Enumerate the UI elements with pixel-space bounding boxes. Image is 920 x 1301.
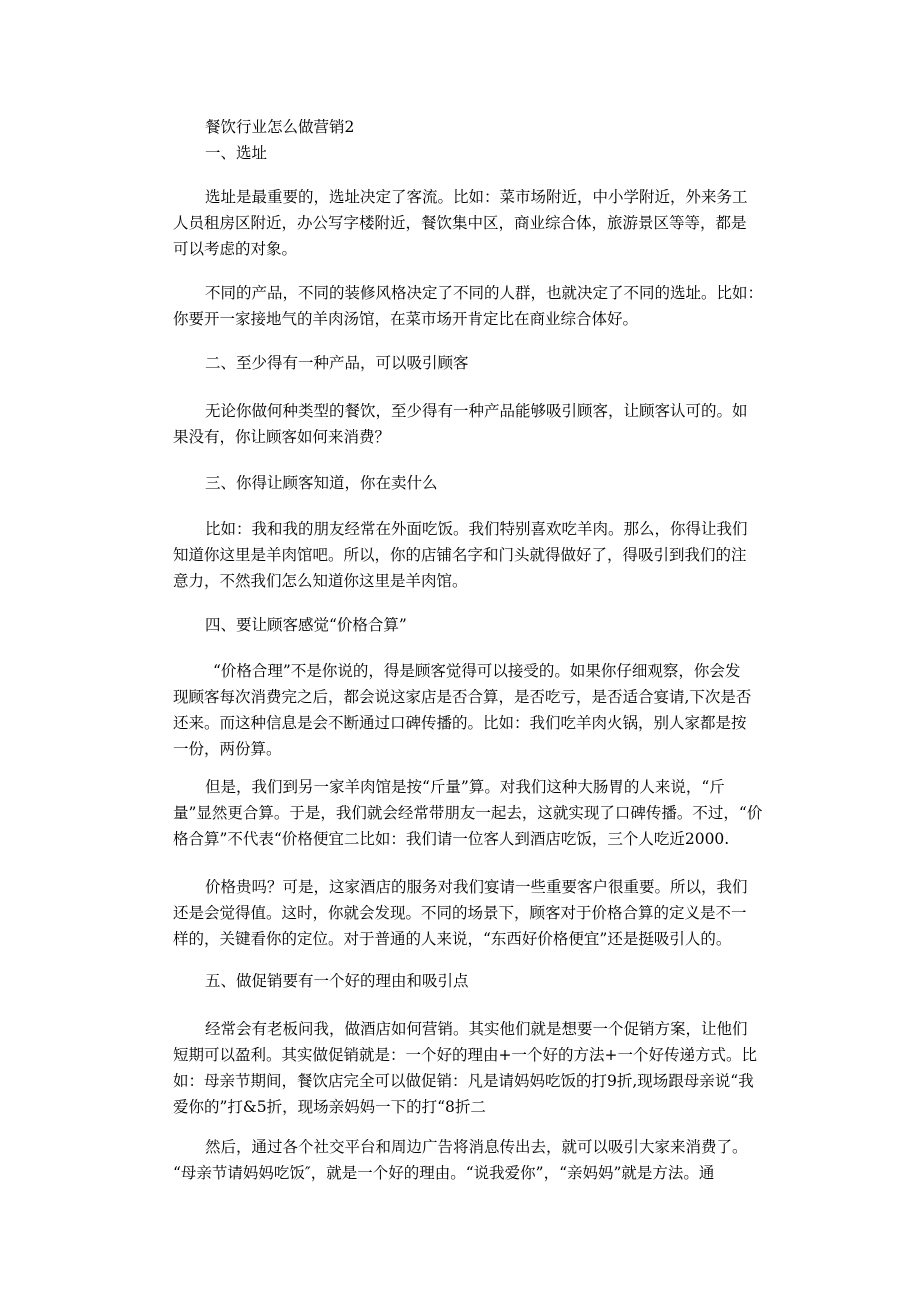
paragraph-line: 意力，不然我们怎么知道你这里是羊肉馆。 <box>173 572 468 590</box>
paragraph-line: 如：母亲节期间，餐饮店完全可以做促销：凡是请妈妈吃饭的打9折,现场跟母亲说“我 <box>173 1072 754 1090</box>
paragraph-line: 然后，通过各个社交平台和周边广告将消息传出去，就可以吸引大家来消费了。 <box>205 1138 748 1156</box>
paragraph-line: 经常会有老板问我，做酒店如何营销。其实他们就是想要一个促销方案，让他们 <box>205 1020 748 1038</box>
paragraph-line: 还来。而这种信息是会不断通过口碑传播的。比如：我们吃羊肉火锅，别人家都是按 <box>173 714 747 732</box>
paragraph-line: 选址是最重要的，选址决定了客流。比如：菜市场附近，中小学附近，外来务工 <box>205 188 748 206</box>
paragraph-line: 爱你的”打&5折，现场亲妈妈一下的打“8折二 <box>173 1098 486 1116</box>
paragraph-line: 还是会觉得值。这时，你就会发现。不同的场景下，顾客对于价格合算的定义是不一 <box>173 904 747 922</box>
paragraph-line: 价格贵吗？可是，这家酒店的服务对我们宴请一些重要客户很重要。所以，我们 <box>205 878 748 896</box>
paragraph-line: 短期可以盈利。其实做促销就是：一个好的理由+一个好的方法+一个好传递方式。比 <box>173 1046 757 1064</box>
section-heading: 四、要让顾客感觉“价格合算” <box>205 616 407 634</box>
paragraph-line: 样的，关键看你的定位。对于普通的人来说，“东西好价格便宜”还是挺吸引人的。 <box>173 930 732 948</box>
paragraph-line: 无论你做何种类型的餐饮，至少得有一种产品能够吸引顾客，让顾客认可的。如 <box>205 402 748 420</box>
paragraph-line: 但是，我们到另一家羊肉馆是按“斤量”算。对我们这种大肠胃的人来说，“斤 <box>205 778 725 796</box>
paragraph-line: 可以考虑的对象。 <box>173 240 298 258</box>
paragraph-line: 果没有，你让顾客如何来消费？ <box>173 428 391 446</box>
section-heading: 三、你得让顾客知道，你在卖什么 <box>205 474 438 492</box>
paragraph-line: “母亲节请妈妈吃饭″，就是一个好的理由。“说我爱你”，“亲妈妈”就是方法。通 <box>173 1164 715 1182</box>
section-heading: 一、选址 <box>205 144 268 162</box>
paragraph-line: 现顾客每次消费完之后，都会说这家店是否合算，是否吃亏，是否适合宴请,下次是否 <box>173 688 752 706</box>
paragraph-line: 量”显然更合算。于是，我们就会经常带朋友一起去，这就实现了口碑传播。不过，“价 <box>173 804 763 822</box>
paragraph-line: 格合算”不代表“价格便宜二比如：我们请一位客人到酒店吃饭，三个人吃近2000. <box>173 830 730 848</box>
paragraph-line: 人员租房区附近，办公写字楼附近，餐饮集中区，商业综合体，旅游景区等等，都是 <box>173 214 747 232</box>
paragraph-line: 一份，两份算。 <box>173 740 282 758</box>
section-heading: 五、做促销要有一个好的理由和吸引点 <box>205 972 469 990</box>
paragraph-line: 不同的产品，不同的装修风格决定了不同的人群，也就决定了不同的选址。比如： <box>205 284 764 302</box>
paragraph-line: 比如：我和我的朋友经常在外面吃饭。我们特别喜欢吃羊肉。那么，你得让我们 <box>205 520 748 538</box>
paragraph-line: “价格合理”不是你说的，得是顾客觉得可以接受的。如果你仔细观察，你会发 <box>213 662 741 680</box>
paragraph-line: 你要开一家接地气的羊肉汤馆，在菜市场开肯定比在商业综合体好。 <box>173 310 639 328</box>
document-title: 餐饮行业怎么做营销2 <box>205 118 355 136</box>
paragraph-line: 知道你这里是羊肉馆吧。所以，你的店铺名字和门头就得做好了，得吸引到我们的注 <box>173 546 747 564</box>
section-heading: 二、至少得有一种产品，可以吸引顾客 <box>205 354 469 372</box>
